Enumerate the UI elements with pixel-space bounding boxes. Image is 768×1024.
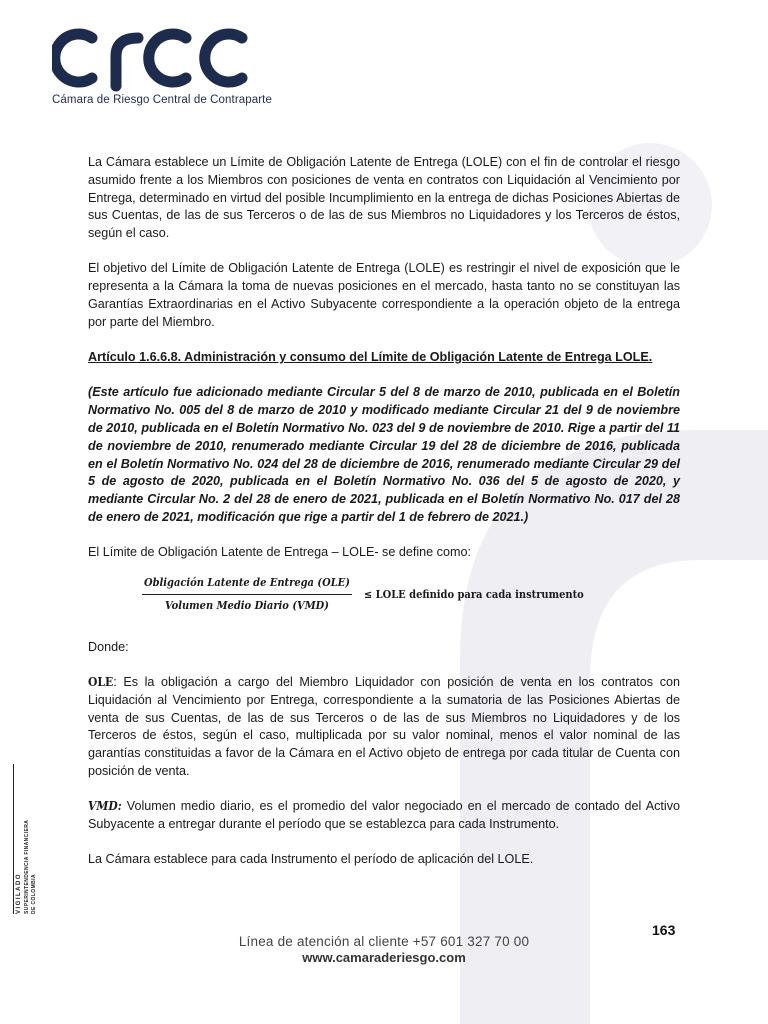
paragraph-donde: Donde: bbox=[88, 639, 129, 654]
vigilado-divider bbox=[13, 764, 14, 914]
footer-phone: Línea de atención al cliente +57 601 327 70 00 bbox=[238, 934, 530, 949]
article-history-note: (Este artículo fue adicionado mediante Circular 5 del 8 de marzo de 2010, publicada en el Boletín Normativo No. 005 del 8 de marzo de 2010 y modificado mediante Circular 21 del 9 de noviembre de 2010, publicada en el Boletín Normativo No. 023 del 9 de noviembre de 2010. Rige a partir del 11 de noviembre de 2010, renumerado mediante Circular 19 del 28 de diciembre de 2016, publicada en el Boletín Normativo No. 024 del 28 de diciembre de 2016, renumerado mediante Circular 29 del 5 de agosto de 2020, publicada en el Boletín Normativo No. 036 del 5 de agosto de 2020, y mediante Circular No. 2 del 28 de enero de 2021, publicada en el Boletín Normativo No. 017 del 28 de enero de 2021, modificación que rige a partir del 1 de febrero de 2021.) bbox=[88, 385, 680, 525]
page-footer bbox=[0, 934, 768, 965]
paragraph-application-period: La Cámara establece para cada Instrumento el período de aplicación del LOLE. bbox=[88, 852, 534, 867]
definition-ole-text: : Es la obligación a cargo del Miembro Liquidador con posición de venta en los contratos con Liquidación al Vencimiento por Entrega, correspondiente a la sumatoria de las Posiciones Abiertas de venta de sus Cuentas, de las de sus Terceros o de las de sus Miembros no Liquidadores y de los Terceros de éstos, según el caso, multiplicada por su valor nominal, menos el valor nominal de las garantías constituidas a favor de la Cámara en el Activo objeto de entrega por cada titular de Cuenta con posición de venta. bbox=[88, 675, 680, 779]
definition-vmd-text: Volumen medio diario, es el promedio del valor negociado en el mercado de contado del Activo Subyacente a entregar durante el período que se establezca para cada Instrumento. bbox=[88, 799, 680, 832]
logo-subtitle: Cámara de Riesgo Central de Contraparte bbox=[52, 94, 272, 106]
superintendencia-line2: DE COLOMBIA bbox=[31, 874, 37, 914]
vigilado-label: VIGILADO bbox=[16, 872, 22, 914]
formula-denominator: Volumen Medio Diario (VMD) bbox=[164, 598, 329, 612]
term-ole: OLE bbox=[88, 675, 114, 690]
definition-vmd bbox=[88, 798, 680, 834]
definition-ole bbox=[88, 674, 680, 781]
vigilado-stamp bbox=[6, 764, 42, 914]
term-vmd: VMD: bbox=[88, 799, 122, 814]
formula-numerator: Obligación Latente de Entrega (OLE) bbox=[142, 574, 352, 595]
page-header bbox=[52, 24, 272, 106]
paragraph-lole-intro: La Cámara establece un Límite de Obligación Latente de Entrega (LOLE) con el fin de controlar el riesgo asumido frente a los Miembros con posiciones de venta en contratos con Liquidación al Vencimiento por Entrega, determinado en virtud del posible Incumplimiento en la entrega de dichas Posiciones Abiertas de sus Cuentas, de las de sus Terceros o de las de sus Miembros no Liquidadores y los Terceros de éstos, según el caso. bbox=[88, 155, 680, 241]
formula-fraction bbox=[142, 574, 352, 615]
crcc-logo bbox=[52, 24, 256, 92]
superintendencia-line1: SUPERINTENDENCIA FINANCIERA bbox=[24, 819, 30, 914]
paragraph-definition: El Límite de Obligación Latente de Entrega – LOLE- se define como: bbox=[88, 545, 471, 560]
document-body bbox=[88, 154, 680, 887]
paragraph-lole-objective: El objetivo del Límite de Obligación Latente de Entrega (LOLE) es restringir el nivel de exposición que le representa a la Cámara la toma de nuevas posiciones en el mercado, hasta tanto no se constituyan las Garantías Extraordinarias en el Activo Subyacente correspondiente a la operación objeto de la entrega por parte del Miembro. bbox=[88, 261, 680, 329]
footer-website-link[interactable]: www.camaraderiesgo.com bbox=[302, 950, 466, 965]
lole-formula bbox=[142, 574, 680, 615]
formula-relation: ≤ LOLE definido para cada instrumento bbox=[363, 587, 584, 601]
page-number: 163 bbox=[652, 922, 676, 938]
article-heading: Artículo 1.6.6.8. Administración y consumo del Límite de Obligación Latente de Entrega LOLE. bbox=[88, 350, 653, 365]
